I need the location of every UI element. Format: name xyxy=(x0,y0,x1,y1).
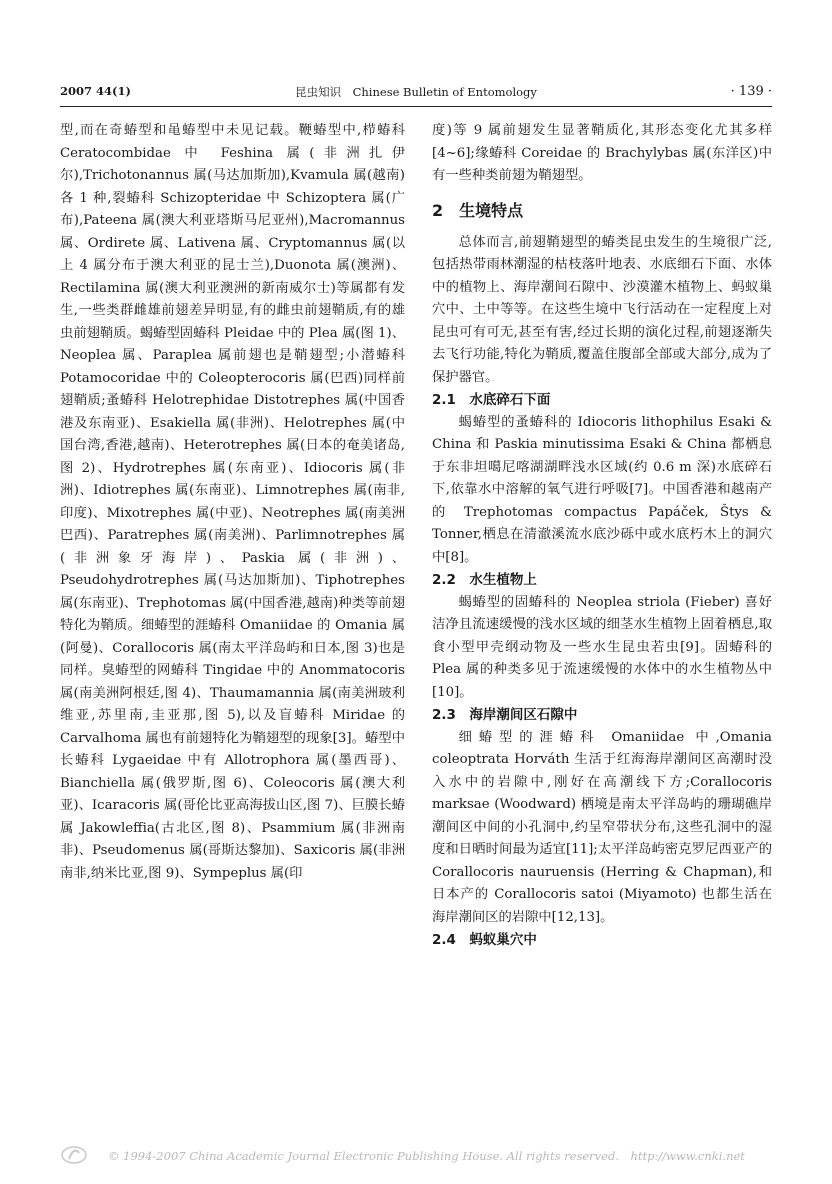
section-paragraph: 总体而言,前翅鞘翅型的蝽类昆虫发生的生境很广泛,包括热带雨林潮湿的枯枝落叶地表、水底细石下面、水体中的植物上、海岸潮间石隙中、沙漠灌木植物上、蚂蚁巢穴中、土中等等。在这些生境中飞行活动在一定程度上对昆虫可有可无,甚至有害,经过长期的演化过程,前翅逐渐失去飞行功能,特化为鞘质,覆盖住腹部全部或大部分,成为了保护器官。 xyxy=(432,234,772,385)
page-footer xyxy=(60,1144,772,1168)
subsection-paragraph-2-1: 蝎蝽型的蚤蝽科的 Idiocoris lithophilus Esaki & China 和 Paskia minutissima Esaki & China 都栖息于东非坦噶尼喀湖湖畔浅水区域(约 0.6 m 深)水底碎石下,依靠水中溶解的氧气进行呼吸[7]。中国香港和越南产的 Trephotomas compactus Papáček, Štys & Tonner,栖息在清澈溪流水底沙砾中或水底朽木上的洞穴中[8]。 xyxy=(432,414,772,565)
subsection-heading-2-4: 2.4 蚂蚁巢穴中 xyxy=(432,932,537,948)
page-number: · 139 · xyxy=(730,84,772,99)
section-heading: 2 生境特点 xyxy=(432,200,524,220)
copyright-notice: © 1994-2007 China Academic Journal Electronic Publishing House. All rights reserved. http://www.cnki.net xyxy=(108,1149,745,1163)
page-header xyxy=(60,84,772,104)
issue-label: 2007 44(1) xyxy=(60,84,131,98)
subsection-paragraph-2-3: 细蝽型的涯蝽科 Omaniidae 中,Omania coleoptrata Horváth 生活于红海海岸潮间区高潮时没入水中的岩隙中,刚好在高潮线下方;Corallocoris marksae (Woodward) 栖境是南太平洋岛屿的珊瑚礁岸潮间区中间的小孔洞中,约呈窄带状分布,这些孔洞中的湿度和日晒时间最为适宜[11];太平洋岛屿密克罗尼西亚产的 Corallocoris nauruensis (Herring & Chapman),和日本产的 Corallocoris satoi (Miyamoto) 也都生活在海岸潮间区的岩隙中[12,13]。 xyxy=(432,729,772,925)
journal-title: 昆虫知识 Chinese Bulletin of Entomology xyxy=(295,85,537,99)
header-rule xyxy=(60,106,772,107)
cnki-logo-icon xyxy=(60,1144,88,1166)
subsection-paragraph-2-2: 蝎蝽型的固蝽科的 Neoplea striola (Fieber) 喜好洁净且流速缓慢的浅水区域的细茎水生植物上固着栖息,取食小型甲壳纲动物及一些水生昆虫若虫[9]。固蝽科的 Plea 属的种类多见于流速缓慢的水体中的水生植物丛中[10]。 xyxy=(432,594,772,700)
right-intro-paragraph: 度)等 9 属前翅发生显著鞘质化,其形态变化尤其多样[4~6];缘蝽科 Coreidae 的 Brachylybas 属(东洋区)中有一些种类前翅为鞘翅型。 xyxy=(432,123,772,183)
left-column xyxy=(60,120,405,885)
subsection-heading-2-2: 2.2 水生植物上 xyxy=(432,572,537,588)
left-paragraph: 型,而在奇蝽型和黾蝽型中未见记载。鞭蝽型中,栉蝽科 Ceratocombidae 中 Feshina 属(非洲扎伊尔),Trichotonannus 属(马达加斯加),Kvamula 属(越南)各 1 种,裂蝽科 Schizopteridae 中 Schizoptera 属(广布),Pateena 属(澳大利亚塔斯马尼亚州),Macromannus 属、Ordirete 属、Lativena 属、Cryptomannus 属(以上 4 属分布于澳大利亚的昆士兰),Duonota 属(澳洲)、Rectilamina 属(澳大利亚澳洲的新南威尔士)等属都有发生,一些类群雌雄前翅差异明显,有的雌虫前翅鞘质,有的雄虫前翅鞘质。蝎蝽型固蝽科 Pleidae 中的 Plea 属(图 1)、Neoplea 属、Paraplea 属前翅也是鞘翅型;小潜蝽科 Potamocoridae 中的 Coleopterocoris 属(巴西)同样前翅鞘质;蚤蝽科 Helotrephidae Distotrephes 属(中国香港及东南亚)、Esakiella 属(非洲)、Helotrephes 属(中国台湾,香港,越南)、Heterotrephes 属(日本的奄美诸岛,图 2)、Hydrotrephes 属(东南亚)、Idiocoris 属(非洲)、Idiotrephes 属(东南亚)、Limnotrephes 属(南非,印度)、Mixotrephes 属(中亚)、Neotrephes 属(南美洲巴西)、Paratrephes 属(南美洲)、Parlimnotrephes 属(非洲象牙海岸)、Paskia 属(非洲)、Pseudohydrotrephes 属(马达加斯加)、Tiphotrephes 属(东南亚)、Trephotomas 属(中国香港,越南)种类等前翅特化为鞘质。细蝽型的涯蝽科 Omaniidae 的 Omania 属(阿曼)、Corallocoris 属(南太平洋岛屿和日本,图 3)也是同样。臭蝽型的网蝽科 Tingidae 中的 Anommatocoris 属(南美洲阿根廷,图 4)、Thaumamannia 属(南美洲玻利维亚,苏里南,圭亚那,图 5),以及盲蝽科 Miridae 的 Carvalhoma 属也有前翅特化为鞘翅型的现象[3]。蝽型中长蝽科 Lygaeidae 中有 Allotrophora 属(墨西哥)、Bianchiella 属(俄罗斯,图 6)、Coleocoris 属(澳大利亚)、Icaracoris 属(哥伦比亚高海拔山区,图 7)、巨膜长蝽属 Jakowleffia(古北区,图 8)、Psammium 属(非洲南非)、Pseudomenus 属(哥斯达黎加)、Saxicoris 属(非洲南非,纳米比亚,图 9)、Sympeplus 属(印 xyxy=(60,123,405,881)
subsection-heading-2-1: 2.1 水底碎石下面 xyxy=(432,392,551,408)
right-column xyxy=(432,120,772,952)
subsection-heading-2-3: 2.3 海岸潮间区石隙中 xyxy=(432,707,578,723)
